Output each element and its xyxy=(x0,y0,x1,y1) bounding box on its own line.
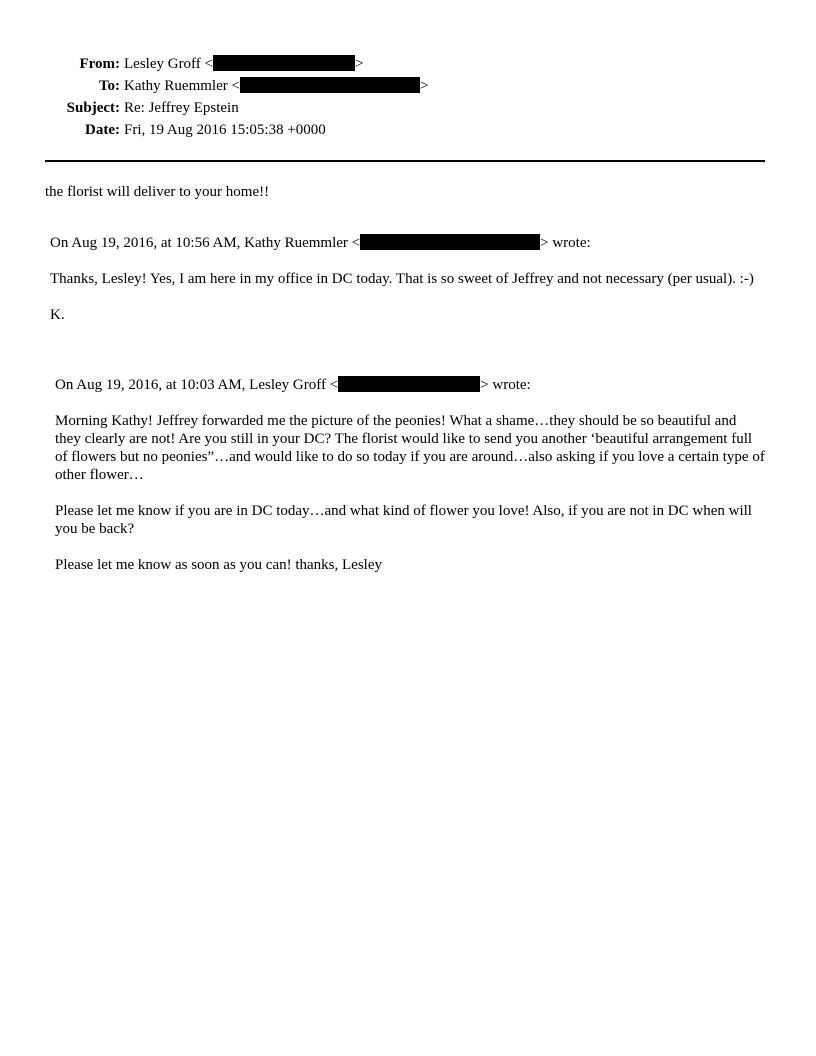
to-label: To: xyxy=(98,78,120,94)
redacted-quote1-email xyxy=(360,234,540,250)
quote1-attribution xyxy=(50,234,765,252)
date-row xyxy=(40,119,740,141)
redacted-to-email xyxy=(240,77,420,93)
reply-text: the florist will deliver to your home!! xyxy=(45,184,270,200)
quote2-attribution xyxy=(55,376,765,394)
to-name: Kathy Ruemmler < xyxy=(124,78,240,94)
quote2-paragraph-3: Please let me know as soon as you can! thanks, Lesley xyxy=(55,557,383,573)
to-close: > xyxy=(419,78,429,94)
from-label: From: xyxy=(79,56,120,72)
header-divider xyxy=(45,160,765,162)
subject-row xyxy=(40,97,740,119)
to-row xyxy=(40,75,740,97)
from-close: > xyxy=(355,56,364,72)
email-header xyxy=(40,53,740,141)
from-name: Lesley Groff < xyxy=(124,56,213,72)
date-label: Date: xyxy=(85,122,120,138)
quoted-message-1 xyxy=(50,234,765,324)
redacted-from-email xyxy=(213,55,355,71)
quote1-signature: K. xyxy=(50,307,65,323)
subject-label: Subject: xyxy=(66,100,120,116)
subject-value: Re: Jeffrey Epstein xyxy=(124,100,239,116)
quote1-attribution-prefix: On Aug 19, 2016, at 10:56 AM, Kathy Ruemmler < xyxy=(50,235,361,251)
quote1-paragraph-1: Thanks, Lesley! Yes, I am here in my office in DC today. That is so sweet of Jeffrey and not necessary (per usual). :-) xyxy=(50,271,754,287)
date-value: Fri, 19 Aug 2016 15:05:38 +0000 xyxy=(124,122,326,138)
redacted-quote2-email xyxy=(338,376,480,392)
reply-body xyxy=(45,183,765,201)
quote2-paragraph-2: Please let me know if you are in DC today…and what kind of flower you love! Also, if you are not in DC when will you be back? xyxy=(55,503,752,537)
quote2-attribution-suffix: > wrote: xyxy=(480,377,531,393)
quoted-message-2 xyxy=(55,376,765,574)
from-row xyxy=(40,53,740,75)
quote1-attribution-suffix: > wrote: xyxy=(540,235,591,251)
quote2-attribution-prefix: On Aug 19, 2016, at 10:03 AM, Lesley Groff < xyxy=(55,377,339,393)
quote2-paragraph-1: Morning Kathy! Jeffrey forwarded me the picture of the peonies! What a shame…they should be so beautiful and they clearly are not! Are you still in your DC? The florist would like to send you another ‘beautiful arrangement full of flowers but no peonies”…and would like to do so today if you are around…also asking if you love a certain type of other flower… xyxy=(55,413,765,483)
